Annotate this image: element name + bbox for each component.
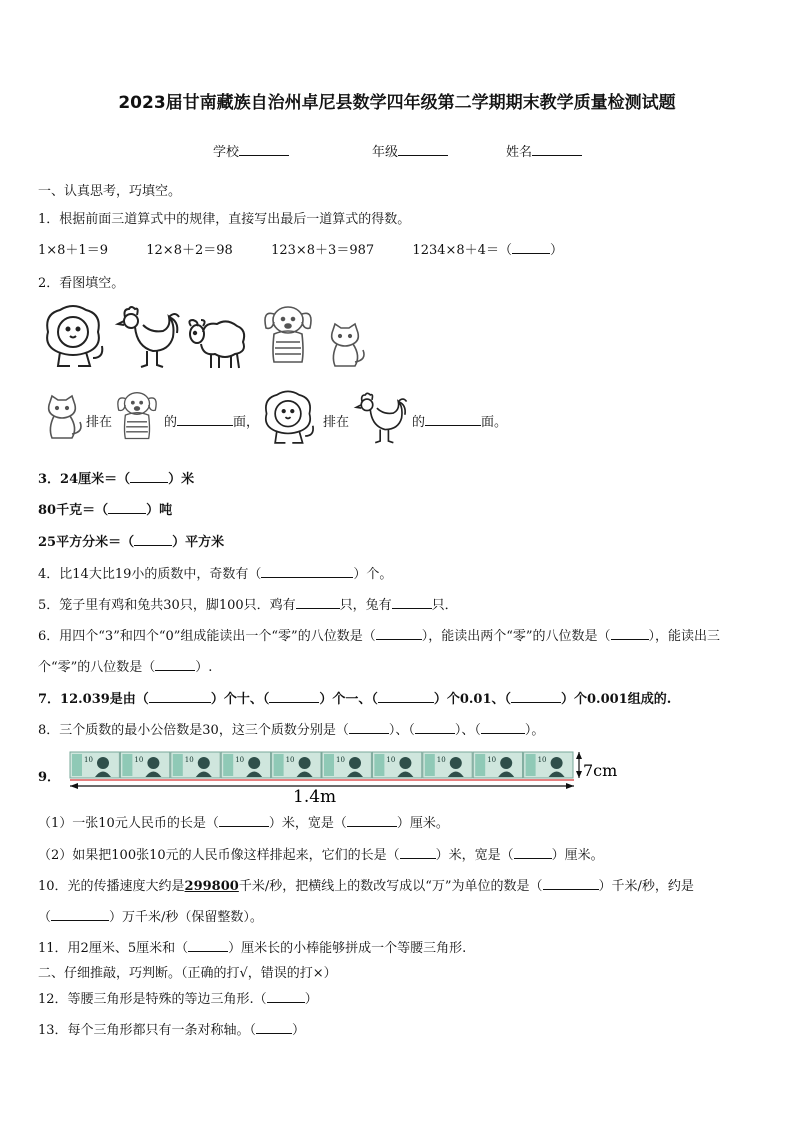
q12-line: 12．等腰三角形是特殊的等边三角形.（ ） <box>38 992 318 1007</box>
q10-blank-2[interactable] <box>51 908 109 921</box>
q9-blank-2[interactable] <box>347 814 397 827</box>
q8-line: 8．三个质数的最小公倍数是30，这三个质数分别是（ ）、（ ）、（ ）。 <box>38 723 545 738</box>
banknote <box>272 752 321 778</box>
banknote <box>372 752 421 778</box>
q13-line: 13．每个三角形都只有一条对称轴。（ ） <box>38 1023 306 1038</box>
q5-line: 5．笼子里有鸡和兔共30只，脚100只．鸡有 只，兔有 只． <box>38 598 458 613</box>
q8-blank-2[interactable] <box>415 721 455 734</box>
q2-de-1: 的 <box>164 415 178 430</box>
sheep-icon <box>185 316 250 371</box>
q9-length-label: 1.4m <box>293 787 337 806</box>
banknote-value: 10 <box>84 756 93 764</box>
school-label: 学校 <box>213 145 240 160</box>
q9-blank-3[interactable] <box>400 846 436 859</box>
banknote-value: 10 <box>184 756 194 764</box>
banknote-value: 10 <box>436 756 446 764</box>
page-title: 2023届甘南藏族自治州卓尼县数学四年级第二学期期末教学质量检测试题 <box>118 93 676 113</box>
q2-mian-1: 面， <box>233 415 260 430</box>
q2-answer-blank-1[interactable] <box>177 413 233 426</box>
q3-blank-2[interactable] <box>108 501 146 514</box>
banknote-value: 10 <box>336 756 345 764</box>
q9-sub-1: （1）一张10元人民币的长是（ ）米，宽是（ ）厘米。 <box>38 816 449 831</box>
name-field[interactable] <box>506 141 582 160</box>
q1-expr-3: 123×8＋3＝987 <box>271 243 375 258</box>
q9-blank-4[interactable] <box>514 846 552 859</box>
q10-underlined-number: 299800 <box>184 879 239 894</box>
q12-blank[interactable] <box>267 990 305 1003</box>
q1-expr-1: 1×8＋1＝9 <box>38 243 108 258</box>
q6-blank-2[interactable] <box>611 627 649 640</box>
banknote <box>423 752 472 778</box>
banknote-value: 10 <box>285 756 295 764</box>
q13-blank[interactable] <box>256 1021 292 1034</box>
banknote-value: 10 <box>134 756 144 764</box>
banknote-value: 10 <box>537 756 547 764</box>
q2-answer-blank-2[interactable] <box>425 413 481 426</box>
q1-expressions: 1×8＋1＝9 12×8＋2＝98 123×8＋3＝987 1234×8＋4＝（ ） <box>38 243 563 258</box>
puppy-icon <box>112 386 162 446</box>
school-field[interactable] <box>213 141 289 160</box>
q10-line-1: 10．光的传播速度大约是299800千米/秒，把横线上的数改写成以“万”为单位的数是（ ）千米/秒，约是 <box>38 879 694 894</box>
puppy-icon <box>258 300 318 370</box>
banknote <box>70 752 119 778</box>
section-2-heading: 二、仔细推敲，巧判断。（正确的打√，错误的打×） <box>38 966 337 981</box>
q1-answer-blank[interactable] <box>512 241 550 254</box>
q1-expr-2: 12×8＋2＝98 <box>146 243 233 258</box>
kitten-icon <box>42 394 84 442</box>
q9-width-label: 7cm <box>583 761 618 780</box>
q5-blank-1[interactable] <box>296 596 340 609</box>
q9-sub-2: （2）如果把100张10元的人民币像这样排起来，它们的长是（ ）米，宽是（ ）厘米。 <box>38 848 604 863</box>
kitten-icon <box>325 322 367 370</box>
q1-prompt: 1．根据前面三道算式中的规律，直接写出最后一道算式的得数。 <box>38 212 411 227</box>
q6-line-1: 6．用四个“3”和四个“0”组成能读出一个“零”的八位数是（ ），能读出两个“零”的八位数是（ ），能读出三 <box>38 629 721 644</box>
q7-line: 7．12.039是由（ ）个十、（ ）个一、（ ）个0.01、（ ）个0.001组成的. <box>38 692 672 707</box>
banknote <box>221 752 270 778</box>
q3-blank-1[interactable] <box>130 470 168 483</box>
lion-icon <box>38 302 108 372</box>
q8-blank-3[interactable] <box>481 721 525 734</box>
q2-de-2: 的 <box>412 415 426 430</box>
q1-expr-4: 1234×8＋4＝（ <box>412 243 512 258</box>
q4-blank[interactable] <box>261 565 353 578</box>
q6-blank-3[interactable] <box>155 658 195 671</box>
grade-label: 年级 <box>372 145 399 160</box>
q3-line-1: 3．24厘米＝（ ）米 <box>38 472 195 487</box>
q3-line-3: 25平方分米＝（ ）平方米 <box>38 535 225 550</box>
q2-mian-2: 面。 <box>481 415 508 430</box>
banknote-value: 10 <box>386 756 396 764</box>
grade-field[interactable] <box>372 141 448 160</box>
banknote-strip-figure <box>66 746 626 806</box>
q2-pai-zai-1: 排在 <box>86 415 113 430</box>
q3-blank-3[interactable] <box>134 533 172 546</box>
q7-blank-3[interactable] <box>378 690 434 703</box>
q7-blank-2[interactable] <box>269 690 319 703</box>
banknote <box>322 752 371 778</box>
rooster-icon <box>352 390 410 446</box>
banknote <box>171 752 220 778</box>
q6-line-2: 个“零”的八位数是（ ）. <box>38 660 213 675</box>
q9-number: 9． <box>38 770 61 785</box>
q6-blank-1[interactable] <box>376 627 422 640</box>
q11-blank[interactable] <box>188 939 228 952</box>
q7-blank-4[interactable] <box>511 690 561 703</box>
lion-icon <box>258 388 318 448</box>
q9-blank-1[interactable] <box>219 814 269 827</box>
q3-line-2: 80千克＝（ ）吨 <box>38 503 173 518</box>
q2-pai-zai-2: 排在 <box>323 415 350 430</box>
section-1-heading: 一、认真思考，巧填空。 <box>38 184 182 199</box>
q10-line-2: （ ）万千米/秒（保留整数）。 <box>38 910 263 925</box>
q7-blank-1[interactable] <box>149 690 211 703</box>
q10-blank-1[interactable] <box>543 877 599 890</box>
q2-prompt: 2．看图填空。 <box>38 276 125 291</box>
banknote <box>473 752 522 778</box>
q11-line: 11．用2厘米、5厘米和（ ）厘米长的小棒能够拼成一个等腰三角形. <box>38 941 467 956</box>
rooster-icon <box>113 303 183 371</box>
banknote-value: 10 <box>487 756 497 764</box>
q4-line: 4．比14大比19小的质数中，奇数有（ ）个。 <box>38 567 393 582</box>
banknote <box>120 752 169 778</box>
q8-blank-1[interactable] <box>349 721 389 734</box>
name-label: 姓名 <box>506 145 533 160</box>
banknote <box>524 752 573 778</box>
banknote-value: 10 <box>235 756 245 764</box>
q5-blank-2[interactable] <box>392 596 432 609</box>
